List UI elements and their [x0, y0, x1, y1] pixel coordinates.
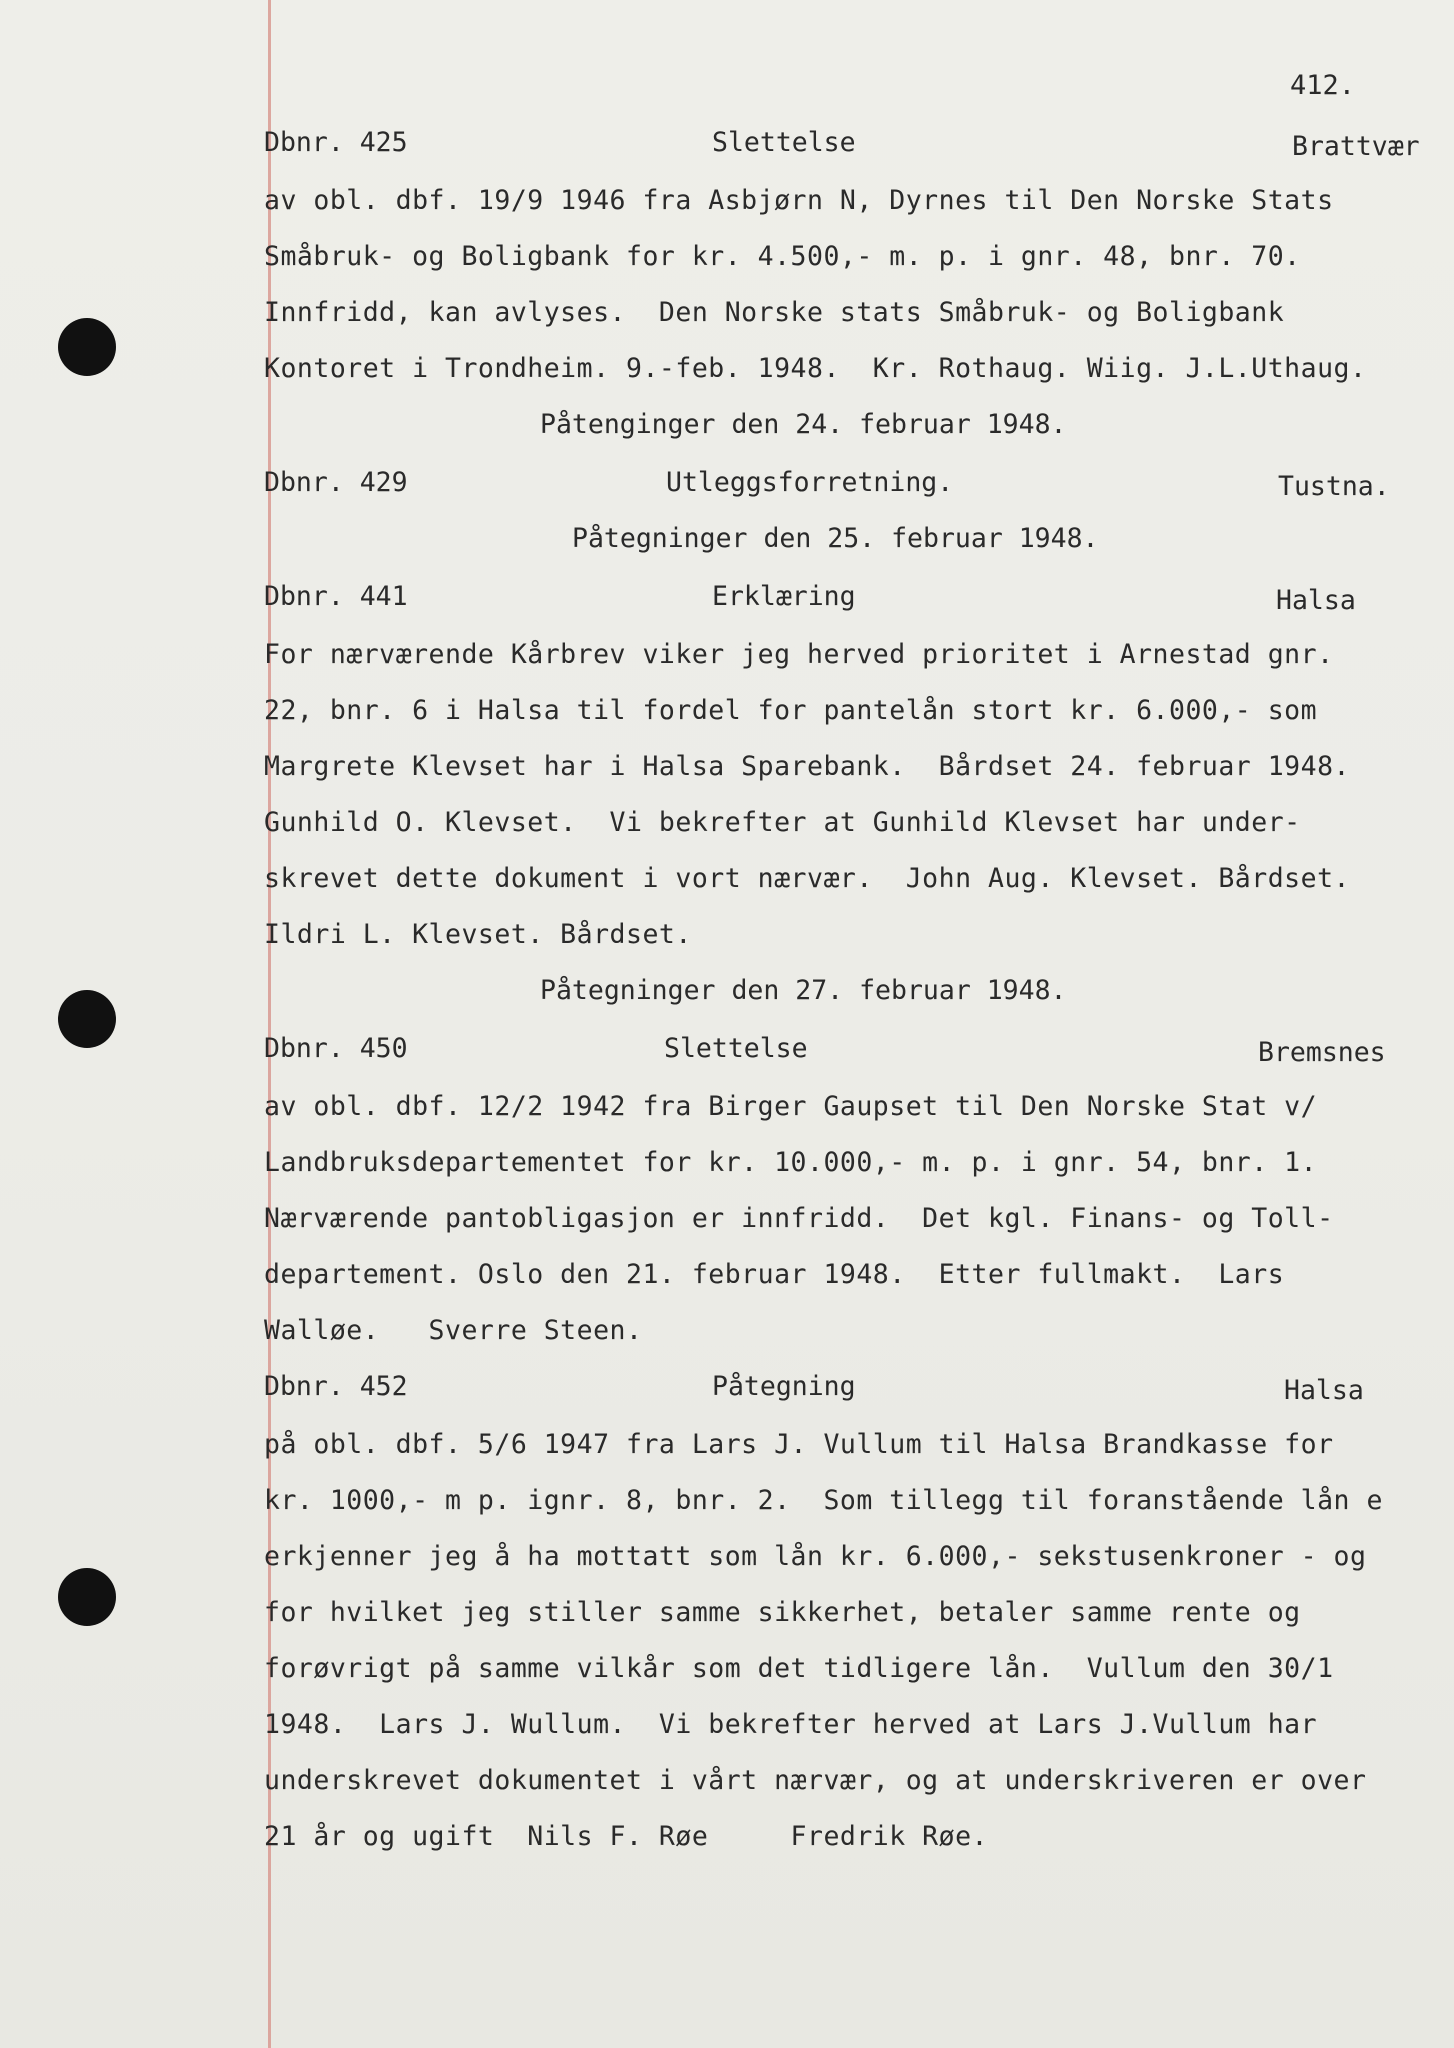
entry-line: Nærværende pantobligasjon er innfridd. Det kgl. Finans- og Toll-	[264, 1203, 1334, 1234]
entry-line: Kontoret i Trondheim. 9.-feb. 1948. Kr. Rothaug. Wiig. J.L.Uthaug.	[264, 353, 1367, 384]
entry-footer: Påtenginger den 24. februar 1948.	[540, 409, 1067, 440]
entry-footer: Påtegninger den 27. februar 1948.	[540, 975, 1067, 1006]
punch-hole	[58, 318, 116, 376]
entry-type: Erklæring	[712, 581, 856, 612]
entry-place: Tustna.	[1278, 471, 1390, 502]
entry-line: Gunhild O. Klevset. Vi bekrefter at Gunhild Klevset har under-	[264, 807, 1301, 838]
entry-line: kr. 1000,- m p. ignr. 8, bnr. 2. Som tillegg til foranstående lån e	[264, 1485, 1383, 1516]
entry-line: 1948. Lars J. Wullum. Vi bekrefter herved at Lars J.Vullum har	[264, 1709, 1318, 1740]
entry-place: Brattvær	[1292, 131, 1420, 162]
page-number: 412.	[1290, 70, 1356, 101]
entry-line: av obl. dbf. 19/9 1946 fra Asbjørn N, Dyrnes til Den Norske Stats	[264, 185, 1334, 216]
entry-footer: Påtegninger den 25. februar 1948.	[572, 523, 1099, 554]
entry-line: av obl. dbf. 12/2 1942 fra Birger Gaupset til Den Norske Stat v/	[264, 1091, 1318, 1122]
entry-line: Walløe. Sverre Steen.	[264, 1315, 643, 1346]
entry-line: for hvilket jeg stiller samme sikkerhet, betaler samme rente og	[264, 1597, 1301, 1628]
entry-place: Halsa	[1284, 1375, 1364, 1406]
entry-type: Utleggsforretning.	[666, 467, 954, 498]
entry-line: Ildri L. Klevset. Bårdset.	[264, 919, 692, 950]
entry-line: skrevet dette dokument i vort nærvær. John Aug. Klevset. Bårdset.	[264, 863, 1350, 894]
entry-line: Innfridd, kan avlyses. Den Norske stats Småbruk- og Boligbank	[264, 297, 1285, 328]
entry-line: 21 år og ugift Nils F. Røe Fredrik Røe.	[264, 1821, 988, 1852]
entry-dbnr: Dbnr. 429	[264, 467, 408, 498]
entry-line: underskrevet dokumentet i vårt nærvær, og at underskriveren er over	[264, 1765, 1367, 1796]
entry-line: på obl. dbf. 5/6 1947 fra Lars J. Vullum til Halsa Brandkasse for	[264, 1429, 1334, 1460]
entry-dbnr: Dbnr. 450	[264, 1033, 408, 1064]
entry-place: Halsa	[1276, 585, 1356, 616]
entry-line: erkjenner jeg å ha mottatt som lån kr. 6.000,- sekstusenkroner - og	[264, 1541, 1367, 1572]
entry-type: Slettelse	[664, 1033, 808, 1064]
entry-line: 22, bnr. 6 i Halsa til fordel for pantelån stort kr. 6.000,- som	[264, 695, 1318, 726]
entry-type: Slettelse	[712, 127, 856, 158]
entry-place: Bremsnes	[1258, 1037, 1386, 1068]
punch-hole	[58, 990, 116, 1048]
entry-line: Margrete Klevset har i Halsa Sparebank. Bårdset 24. februar 1948.	[264, 751, 1350, 782]
entry-dbnr: Dbnr. 441	[264, 581, 408, 612]
entry-line: forøvrigt på samme vilkår som det tidligere lån. Vullum den 30/1	[264, 1653, 1334, 1684]
entry-type: Påtegning	[712, 1371, 856, 1402]
entry-line: Småbruk- og Boligbank for kr. 4.500,- m. p. i gnr. 48, bnr. 70.	[264, 241, 1301, 272]
entry-dbnr: Dbnr. 452	[264, 1371, 408, 1402]
entry-line: Landbruksdepartementet for kr. 10.000,- m. p. i gnr. 54, bnr. 1.	[264, 1147, 1318, 1178]
entry-line: For nærværende Kårbrev viker jeg herved prioritet i Arnestad gnr.	[264, 639, 1334, 670]
punch-hole	[58, 1568, 116, 1626]
entry-line: departement. Oslo den 21. februar 1948. Etter fullmakt. Lars	[264, 1259, 1285, 1290]
entry-dbnr: Dbnr. 425	[264, 127, 408, 158]
